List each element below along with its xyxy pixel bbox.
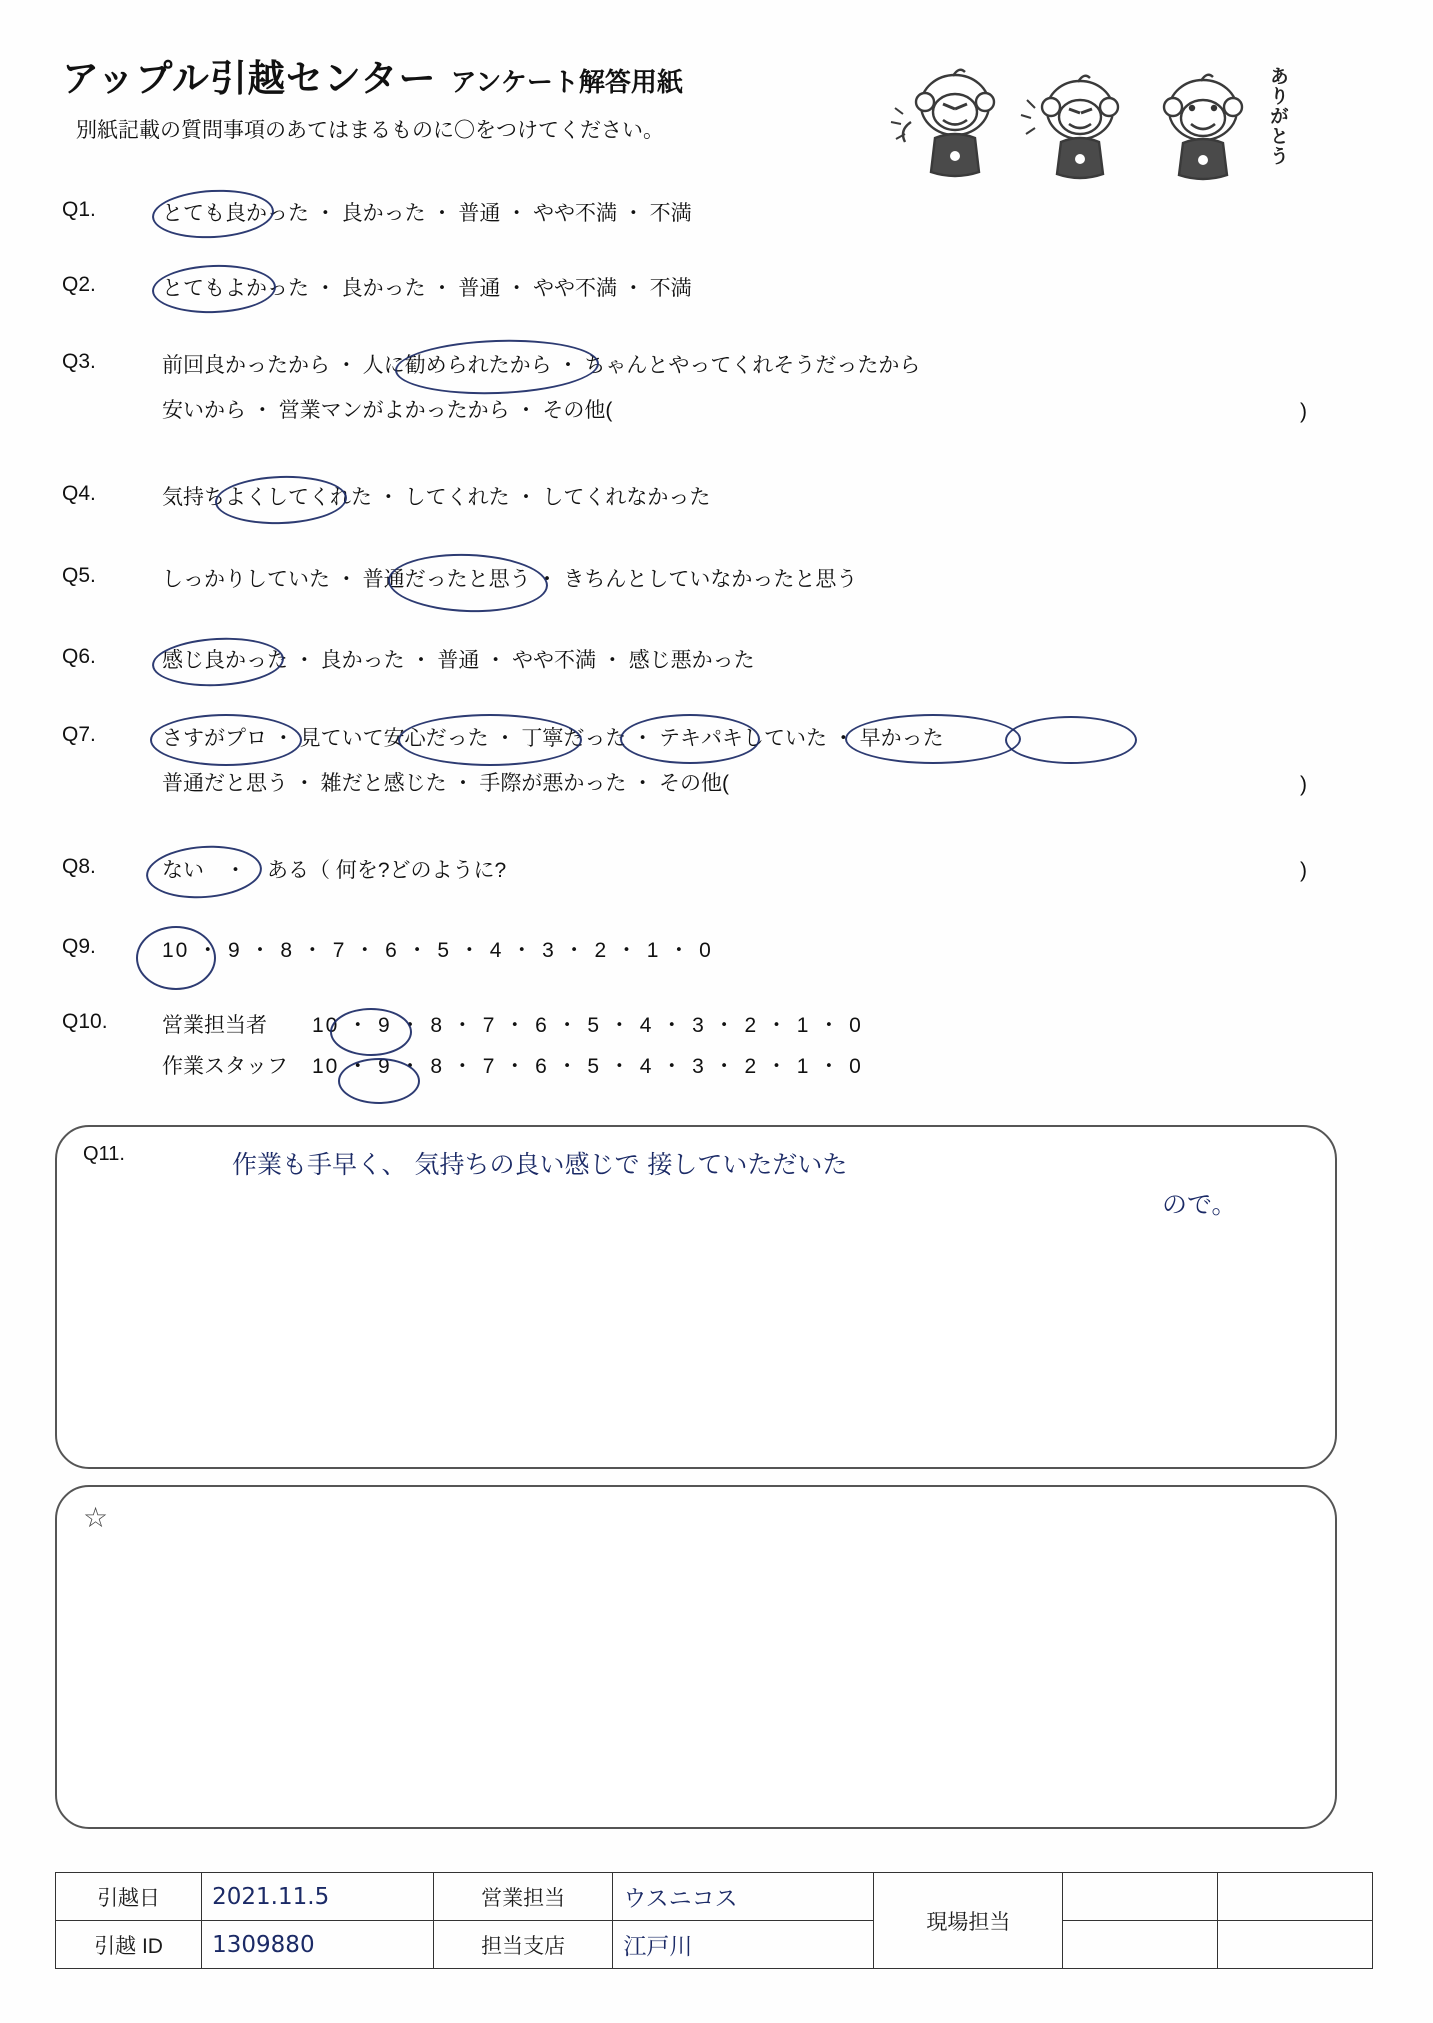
instruction-text: 別紙記載の質問事項のあてはまるものに〇をつけてください。 xyxy=(76,119,664,142)
question-q3 xyxy=(62,350,1362,431)
question-q5 xyxy=(62,564,1362,601)
q4-options[interactable]: 気持ちよくしてくれた ・ してくれた ・ してくれなかった xyxy=(162,486,711,509)
monkey-trio-icon xyxy=(885,60,1305,185)
q3-label: Q3. xyxy=(62,350,96,373)
mascot-illustration xyxy=(885,60,1305,185)
q5-options[interactable]: しっかりしていた ・ 普通だったと思う ・ きちんとしていなかったと思う xyxy=(162,568,858,591)
q5-label: Q5. xyxy=(62,564,96,587)
table-row xyxy=(56,1873,1373,1921)
q2-options[interactable]: とてもよかった ・ 良かった ・ 普通 ・ やや不満 ・ 不満 xyxy=(162,277,692,300)
q7-label: Q7. xyxy=(62,723,96,746)
q1-options[interactable]: とても良かった ・ 良かった ・ 普通 ・ やや不満 ・ 不満 xyxy=(162,202,692,225)
star-icon: ☆ xyxy=(83,1502,109,1533)
blank-cell-3[interactable] xyxy=(1063,1921,1218,1969)
q10-staff-label: 作業スタッフ xyxy=(162,1054,288,1078)
q6-label: Q6. xyxy=(62,645,96,668)
question-q1 xyxy=(62,198,1362,235)
q1-label: Q1. xyxy=(62,198,96,221)
q10-label: Q10. xyxy=(62,1010,108,1033)
q7-line1[interactable]: さすがプロ ・ 見ていて安心だった ・ 丁寧だった ・ テキパキしていた ・ 早かった xyxy=(162,727,944,750)
document-type: アンケート解答用紙 xyxy=(450,67,683,97)
q7-paren: ) xyxy=(1300,773,1307,796)
question-q9 xyxy=(62,935,1362,972)
thanks-text: ありがとう xyxy=(1267,66,1288,166)
q2-label: Q2. xyxy=(62,273,96,296)
question-q8 xyxy=(62,855,1362,892)
q9-scale[interactable]: 10 ・ 9 ・ 8 ・ 7 ・ 6 ・ 5 ・ 4 ・ 3 ・ 2 ・ 1 ・ 0 xyxy=(162,939,713,962)
q3-paren: ) xyxy=(1300,400,1307,423)
branch-value[interactable]: 江戸川 xyxy=(613,1921,874,1969)
move-date-label: 引越日 xyxy=(56,1873,202,1921)
q10-sales-scale[interactable]: 10 ・ 9 ・ 8 ・ 7 ・ 6 ・ 5 ・ 4 ・ 3 ・ 2 ・ 1 ・ 0 xyxy=(312,1014,863,1037)
q10-sales-label: 営業担当者 xyxy=(162,1014,267,1037)
page-header xyxy=(62,48,882,144)
q9-label: Q9. xyxy=(62,935,96,958)
q8-line1[interactable]: ない ・ ある（ 何を?どのように? xyxy=(162,859,507,882)
q4-label: Q4. xyxy=(62,482,96,505)
q3-line2[interactable]: 安いから ・ 営業マンがよかったから ・ その他( xyxy=(162,398,613,422)
move-id-value[interactable]: 1309880 xyxy=(202,1921,434,1969)
brand-title: アップル引越センター xyxy=(62,58,437,99)
sales-label: 営業担当 xyxy=(433,1873,613,1921)
q11-handwriting-line1: 作業も手早く、 気持ちの良い感じで 接していただいた xyxy=(232,1150,848,1179)
question-q4 xyxy=(62,482,1362,519)
footer-info-table xyxy=(55,1872,1373,1969)
site-label: 現場担当 xyxy=(874,1873,1063,1969)
q8-paren: ) xyxy=(1300,859,1307,882)
q6-options[interactable]: 感じ良かった ・ 良かった ・ 普通 ・ やや不満 ・ 感じ悪かった xyxy=(162,649,755,672)
q8-label: Q8. xyxy=(62,855,96,878)
q7-options[interactable] xyxy=(162,723,1362,800)
q3-line1[interactable]: 前回良かったから ・ 人に勧められたから ・ ちゃんとやってくれそうだったから xyxy=(162,354,921,377)
title-row xyxy=(62,48,882,102)
blank-cell-2[interactable] xyxy=(1218,1873,1373,1921)
star-comment-box[interactable] xyxy=(55,1485,1337,1829)
branch-label: 担当支店 xyxy=(433,1921,613,1969)
sales-value[interactable]: ウスニコス xyxy=(613,1873,874,1921)
q11-label: Q11. xyxy=(83,1143,125,1165)
q11-handwriting-line2: ので。 xyxy=(1162,1190,1237,1219)
table-row xyxy=(56,1921,1373,1969)
blank-cell-4[interactable] xyxy=(1218,1921,1373,1969)
blank-cell-1[interactable] xyxy=(1063,1873,1218,1921)
q3-options[interactable] xyxy=(162,350,1362,427)
move-id-label: 引越 ID xyxy=(56,1921,202,1969)
q8-options[interactable] xyxy=(162,855,1362,888)
q10-row-sales xyxy=(162,1010,1362,1043)
move-date-value[interactable]: 2021.11.5 xyxy=(202,1873,434,1921)
question-q10 xyxy=(62,1010,1362,1087)
q10-staff-scale[interactable]: 10 ・ 9 ・ 8 ・ 7 ・ 6 ・ 5 ・ 4 ・ 3 ・ 2 ・ 1 ・ 0 xyxy=(312,1054,863,1078)
question-q6 xyxy=(62,645,1362,682)
question-q7 xyxy=(62,723,1362,804)
q11-comment-box[interactable] xyxy=(55,1125,1337,1469)
question-q2 xyxy=(62,273,1362,310)
q10-row-staff xyxy=(162,1051,1362,1084)
q7-line2[interactable]: 普通だと思う ・ 雑だと感じた ・ 手際が悪かった ・ その他( xyxy=(162,771,729,795)
